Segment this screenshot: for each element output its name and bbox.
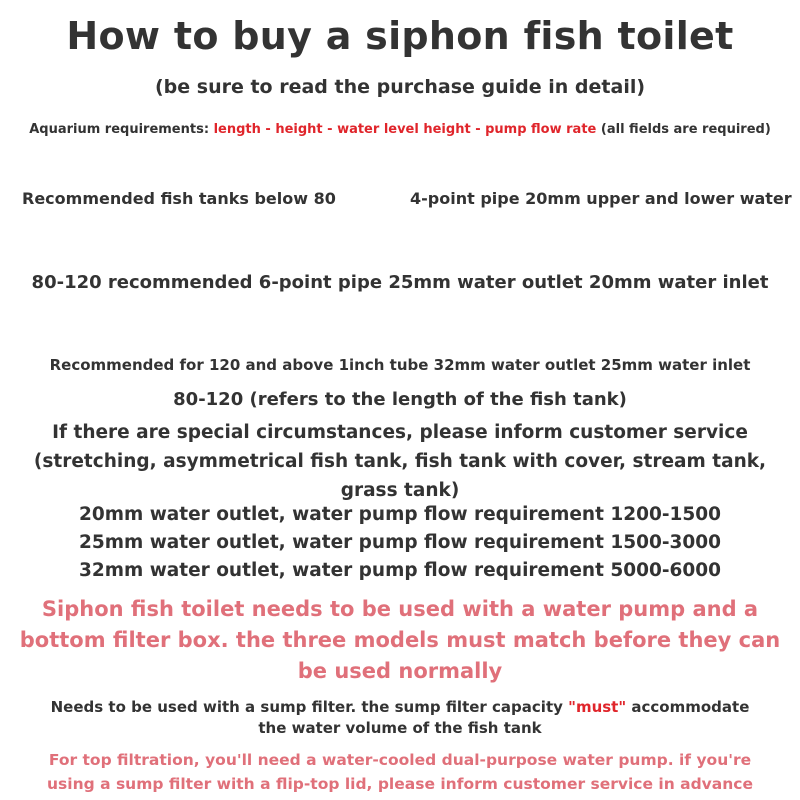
recommendation-below-80-label: Recommended fish tanks below 80 bbox=[22, 189, 336, 208]
special-line-2: (stretching, asymmetrical fish tank, fish tank with cover, stream tank, bbox=[33, 451, 767, 472]
recommendation-below-80-pipe: 4-point pipe 20mm upper and lower water bbox=[410, 189, 792, 208]
top-filtration-line-1: For top filtration, you'll need a water-cooled dual-purpose water pump. if you're bbox=[48, 751, 752, 769]
sump-prefix: Needs to be used with a sump filter. the sump filter capacity bbox=[50, 698, 569, 716]
flow-requirement-32mm: 32mm water outlet, water pump flow requirement 5000-6000 bbox=[78, 560, 722, 581]
special-line-1: If there are special circumstances, please inform customer service bbox=[52, 422, 748, 443]
special-line-3: grass tank) bbox=[340, 480, 460, 501]
top-filtration-note bbox=[0, 748, 800, 796]
flow-requirement-20mm: 20mm water outlet, water pump flow requirement 1200-1500 bbox=[78, 504, 722, 525]
recommendation-above-120: Recommended for 120 and above 1inch tube 32mm water outlet 25mm water inlet bbox=[49, 356, 751, 374]
length-note: 80-120 (refers to the length of the fish tank) bbox=[173, 389, 627, 410]
warning-line-1: Siphon fish toilet needs to be used with a water pump and a bbox=[41, 597, 759, 621]
flow-requirement-25mm: 25mm water outlet, water pump flow requirement 1500-3000 bbox=[78, 532, 722, 553]
requirements-prefix: Aquarium requirements: bbox=[29, 122, 214, 137]
pump-filter-warning bbox=[0, 594, 800, 687]
requirements-highlight: length - height - water level height - pump flow rate bbox=[213, 122, 597, 137]
sump-suffix: accommodate bbox=[626, 698, 750, 716]
requirements-suffix: (all fields are required) bbox=[596, 122, 771, 137]
sump-line-1 bbox=[0, 697, 800, 718]
special-circumstances bbox=[0, 418, 800, 505]
sump-filter-note bbox=[0, 697, 800, 739]
aquarium-requirements bbox=[0, 122, 800, 137]
warning-line-3: be used normally bbox=[297, 659, 503, 683]
page-title: How to buy a siphon fish toilet bbox=[66, 14, 734, 58]
warning-line-2: bottom filter box. the three models must match before they can bbox=[19, 628, 781, 652]
sump-line-2: the water volume of the fish tank bbox=[258, 719, 542, 737]
top-filtration-line-2: using a sump filter with a flip-top lid, please inform customer service in advance bbox=[47, 775, 753, 793]
sump-must-highlight: "must" bbox=[568, 698, 627, 716]
page-subtitle: (be sure to read the purchase guide in detail) bbox=[154, 76, 646, 98]
recommendation-80-120: 80-120 recommended 6-point pipe 25mm water outlet 20mm water inlet bbox=[31, 272, 769, 293]
